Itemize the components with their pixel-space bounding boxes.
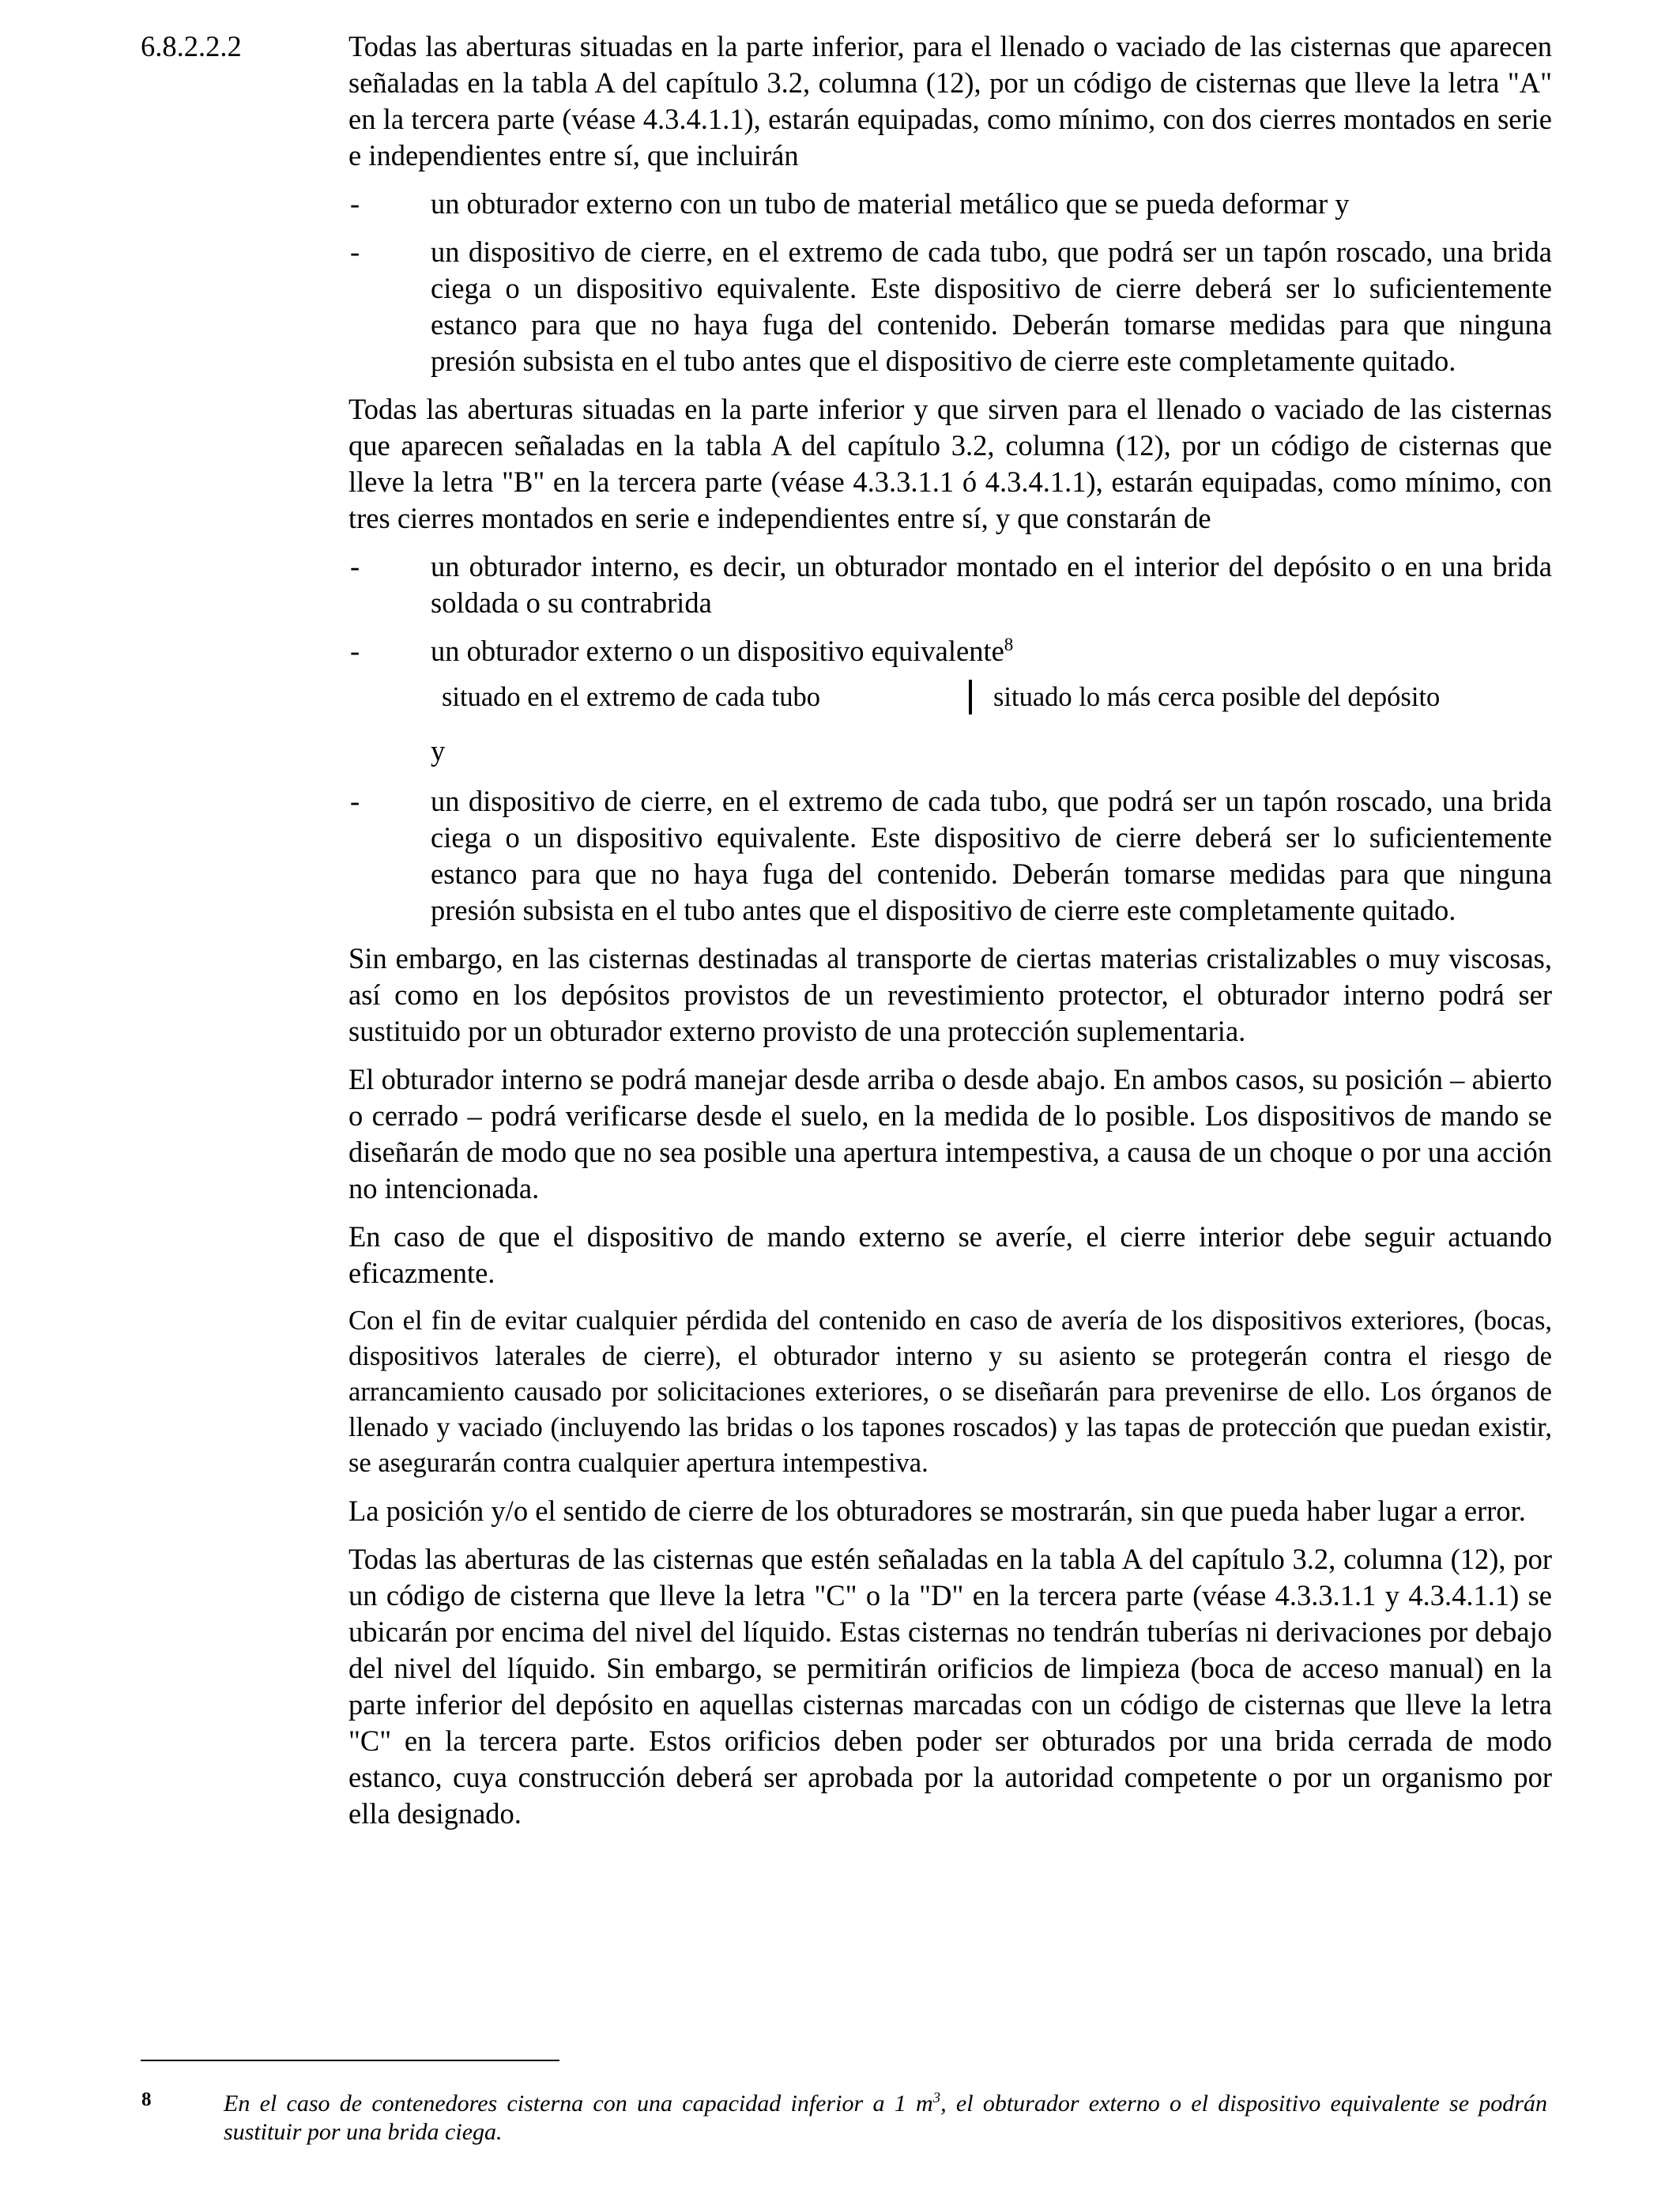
list-item bbox=[348, 633, 1552, 669]
footnote-superscript: 3 bbox=[932, 2090, 941, 2106]
section-body bbox=[348, 28, 1552, 1844]
paragraph-control-failure: En caso de que el dispositivo de mando externo se averíe, el cierre interior debe seguir actuando eficazmente. bbox=[348, 1220, 1552, 1289]
list-item-text: un dispositivo de cierre, en el extremo de cada tubo, que podrá ser un tapón roscado, una brida ciega o un dispositivo equivalente. Este dispositivo de cierre deberá ser lo suficientemente estanco para que no haya fuga del contenido. Deberán tomarse medidas para que ninguna presión subsista en el tubo antes que el dispositivo de cierre este completamente quitado. bbox=[431, 236, 1552, 377]
conjunction: y bbox=[431, 734, 446, 767]
list-dash: - bbox=[350, 236, 360, 268]
footnote-reference[interactable]: 8 bbox=[1004, 635, 1014, 654]
footnote-text-end: , el obturador externo o el dispositivo equivalente se podrán sustituir por una brida ciega. bbox=[224, 2090, 1547, 2145]
list-item-text: un obturador interno, es decir, un obturador montado en el interior del depósito o en una brida soldada o su contrabrida bbox=[431, 550, 1552, 619]
list-item bbox=[348, 234, 1552, 379]
paragraph-protection: Con el fin de evitar cualquier pérdida del contenido en caso de avería de los dispositivos exteriores, (bocas, dispositivos laterales de cierre), el obturador interno y su asiento se protegerán contra el riesgo de arrancamiento causado por solicitaciones exteriores, o se diseñarán para prevenirse de ello. Los órganos de llenado y vaciado (incluyendo las bridas o los tapones roscados) y las tapas de protección que puedan existir, se asegurarán contra cualquier apertura intempestiva. bbox=[348, 1306, 1552, 1478]
list-dash: - bbox=[350, 635, 360, 667]
list-item bbox=[348, 783, 1552, 929]
list-item-text: un obturador externo o un dispositivo equivalente bbox=[431, 635, 1004, 667]
list-item-text: un obturador externo con un tubo de material metálico que se pueda deformar y bbox=[431, 187, 1350, 220]
alternatives-divider bbox=[969, 680, 972, 714]
paragraph-crystallizable: Sin embargo, en las cisternas destinadas al transporte de ciertas materias cristalizables o muy viscosas, así como en los depósitos provistos de un revestimiento protector, el obturador interno podrá ser sustituido por un obturador externo provisto de una protección suplementaria. bbox=[348, 942, 1552, 1047]
footnote-text-start: En el caso de contenedores cisterna con una capacidad inferior a 1 m bbox=[224, 2090, 933, 2117]
footnote-separator bbox=[141, 2060, 559, 2061]
list-dash: - bbox=[350, 187, 360, 220]
paragraph-code-c-d: Todas las aberturas de las cisternas que estén señaladas en la tabla A del capítulo 3.2, columna (12), por un código de cisterna que lleve la letra "C" o la "D" en la tercera parte (véase 4.3.3.1.1 y 4.3.4.1.1) se ubicarán por encima del nivel del líquido. Estas cisternas no tendrán tuberías ni derivaciones por debajo del nivel del líquido. Sin embargo, se permitirán orificios de limpieza (boca de acceso manual) en la parte inferior del depósito en aquellas cisternas marcadas con un código de cisternas que lleve la letra "C" en la tercera parte. Estos orificios deben poder ser obturados por una brida cerrada de modo estanco, cuya construcción deberá ser aprobada por la autoridad competente o por un organismo por ella designado. bbox=[348, 1543, 1552, 1830]
list-dash: - bbox=[350, 550, 360, 582]
section-number: 6.8.2.2.2 bbox=[141, 30, 242, 62]
footnote-number: 8 bbox=[141, 2089, 152, 2110]
footnote-text bbox=[224, 2090, 1547, 2147]
alternatives-row bbox=[348, 679, 1552, 722]
paragraph-code-b: Todas las aberturas situadas en la parte inferior y que sirven para el llenado o vaciado de las cisternas que aparecen señaladas en la tabla A del capítulo 3.2, columna (12), por un código de cisternas que lleve la letra "B" en la tercera parte (véase 4.3.3.1.1 ó 4.3.4.1.1), estarán equipadas, como mínimo, con tres cierres montados en serie e independientes entre sí, y que constarán de bbox=[348, 393, 1552, 534]
list-item bbox=[348, 186, 1552, 222]
alternative-right: situado lo más cerca posible del depósito bbox=[993, 682, 1441, 712]
alternative-left: situado en el extremo de cada tubo bbox=[442, 682, 820, 712]
paragraph-closing-position: La posición y/o el sentido de cierre de los obturadores se mostrarán, sin que pueda haber lugar a error. bbox=[348, 1495, 1526, 1527]
paragraph-code-a: Todas las aberturas situadas en la parte inferior, para el llenado o vaciado de las cisternas que aparecen señaladas en la tabla A del capítulo 3.2, columna (12), por un código de cisternas que lleve la letra "A" en la tercera parte (véase 4.3.4.1.1), estarán equipadas, como mínimo, con dos cierres montados en serie e independientes entre sí, que incluirán bbox=[348, 30, 1552, 172]
paragraph-internal-shutoff: El obturador interno se podrá manejar desde arriba o desde abajo. En ambos casos, su posición – abierto o cerrado – podrá verificarse desde el suelo, en la medida de lo posible. Los dispositivos de mando se diseñarán de modo que no sea posible una apertura intempestiva, a causa de un choque o por una acción no intencionada. bbox=[348, 1063, 1552, 1204]
list-dash: - bbox=[350, 785, 360, 817]
list-item-text: un dispositivo de cierre, en el extremo de cada tubo, que podrá ser un tapón roscado, una brida ciega o un dispositivo equivalente. Este dispositivo de cierre deberá ser lo suficientemente estanco para que no haya fuga del contenido. Deberán tomarse medidas para que ninguna presión subsista en el tubo antes que el dispositivo de cierre este completamente quitado. bbox=[431, 785, 1552, 926]
list-item bbox=[348, 548, 1552, 621]
